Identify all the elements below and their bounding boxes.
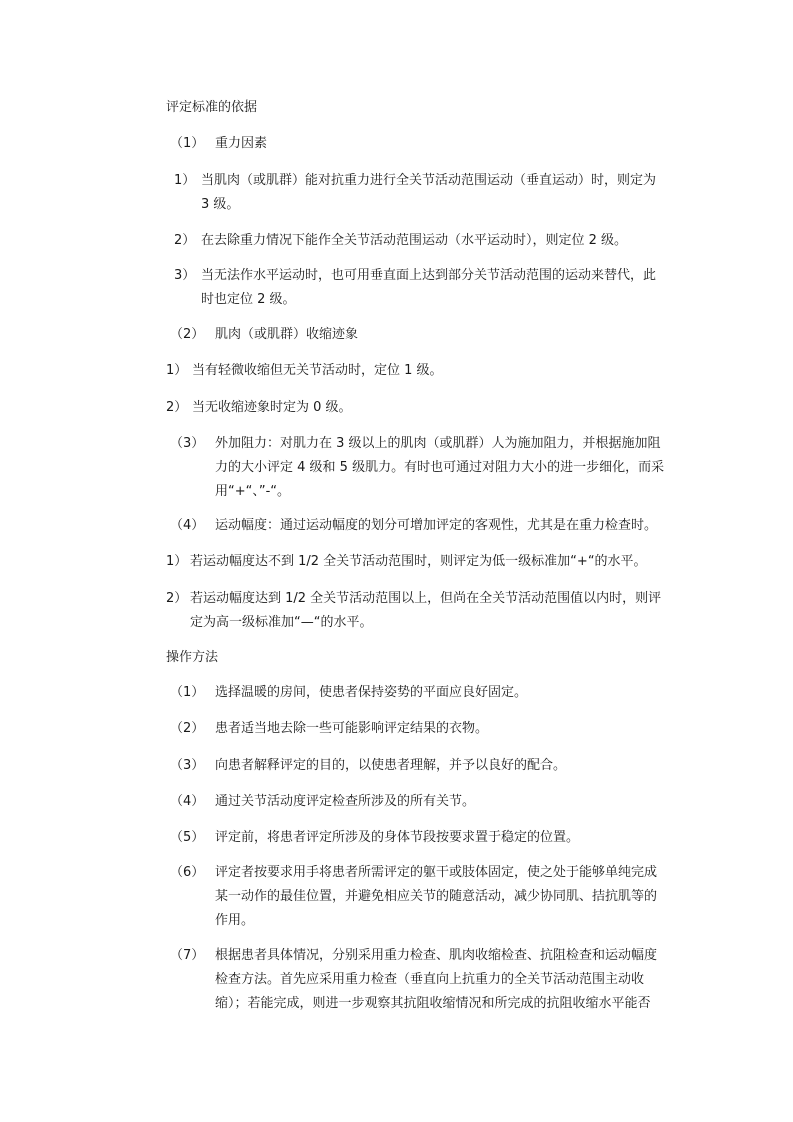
sub-item-text: 在去除重力情况下能作全关节活动范围运动（水平运动时），则定位 2 级。 <box>201 233 628 248</box>
step-number: （4） <box>170 794 205 809</box>
item-text: 外加阻力：对肌力在 3 级以上的肌肉（或肌群）人为施加阻力，并根据施加阻 <box>215 436 661 451</box>
step-text: 缩）；若能完成，则进一步观察其抗阻收缩情况和所完成的抗阻收缩水平能否 <box>215 996 651 1011</box>
step-text: 通过关节活动度评定检查所涉及的所有关节。 <box>215 794 476 809</box>
item-number: （2） <box>170 327 205 342</box>
sub-item-text: 当无法作水平运动时，也可用垂直面上达到部分关节活动范围的运动来替代，此 <box>201 268 657 283</box>
step-text: 患者适当地去除一些可能影响评定结果的衣物。 <box>215 721 489 736</box>
step-number: （3） <box>170 758 205 773</box>
step-text: 评定者按要求用手将患者所需评定的躯干或肢体固定，使之处于能够单纯完成 <box>215 865 658 880</box>
sub-item-text: 时也定位 2 级。 <box>201 292 296 307</box>
step-text: 向患者解释评定的目的，以使患者理解，并予以良好的配合。 <box>215 758 567 773</box>
step-number: （7） <box>170 948 205 963</box>
step-text: 某一动作的最佳位置，并避免相应关节的随意活动，减少协同肌、拮抗肌等的 <box>215 889 658 904</box>
item-number: （4） <box>170 518 205 533</box>
item-text: 运动幅度：通过运动幅度的划分可增加评定的客观性，尤其是在重力检查时。 <box>215 518 658 533</box>
section-heading-criteria: 评定标准的依据 <box>166 100 258 115</box>
sub-item-text: 当有轻微收缩但无关节活动时，定位 1 级。 <box>192 363 443 378</box>
step-text: 检查方法。首先应采用重力检查（垂直向上抗重力的全关节活动范围主动收 <box>215 972 645 987</box>
sub-item-text: 当无收缩迹象时定为 0 级。 <box>192 400 352 415</box>
section-heading-procedure: 操作方法 <box>166 650 219 665</box>
step-number: （1） <box>170 685 205 700</box>
sub-item-number: 2） <box>166 400 188 415</box>
step-text: 根据患者具体情况，分别采用重力检查、肌肉收缩检查、抗阻检查和运动幅度 <box>215 948 658 963</box>
item-text: 肌肉（或肌群）收缩迹象 <box>215 327 359 342</box>
sub-item-number: 1） <box>166 554 188 569</box>
sub-item-text: 若运动幅度达不到 1/2 全关节活动范围时，则评定为低一级标准加“+“的水平。 <box>190 554 647 569</box>
sub-item-text: 若运动幅度达到 1/2 全关节活动范围以上，但尚在全关节活动范围值以内时，则评 <box>190 591 662 606</box>
sub-item-text: 定为高一级标准加“—“的水平。 <box>190 615 373 630</box>
sub-item-text: 3 级。 <box>201 197 240 212</box>
item-number: （1） <box>170 136 205 151</box>
item-text: 力的大小评定 4 级和 5 级肌力。有时也可通过对阻力大小的进一步细化，而采 <box>215 460 665 475</box>
sub-item-number: 3） <box>174 268 196 283</box>
item-text: 用“+“、”-“。 <box>215 484 291 499</box>
step-text: 作用。 <box>215 913 255 928</box>
step-number: （2） <box>170 721 205 736</box>
item-text: 重力因素 <box>215 136 268 151</box>
item-number: （3） <box>170 436 205 451</box>
step-number: （5） <box>170 830 205 845</box>
sub-item-number: 1） <box>166 363 188 378</box>
step-number: （6） <box>170 865 205 880</box>
sub-item-number: 1） <box>174 173 196 188</box>
sub-item-number: 2） <box>174 233 196 248</box>
sub-item-number: 2） <box>166 591 188 606</box>
sub-item-text: 当肌肉（或肌群）能对抗重力进行全关节活动范围运动（垂直运动）时，则定为 <box>201 173 657 188</box>
step-text: 评定前，将患者评定所涉及的身体节段按要求置于稳定的位置。 <box>215 830 580 845</box>
step-text: 选择温暖的房间，使患者保持姿势的平面应良好固定。 <box>215 685 528 700</box>
